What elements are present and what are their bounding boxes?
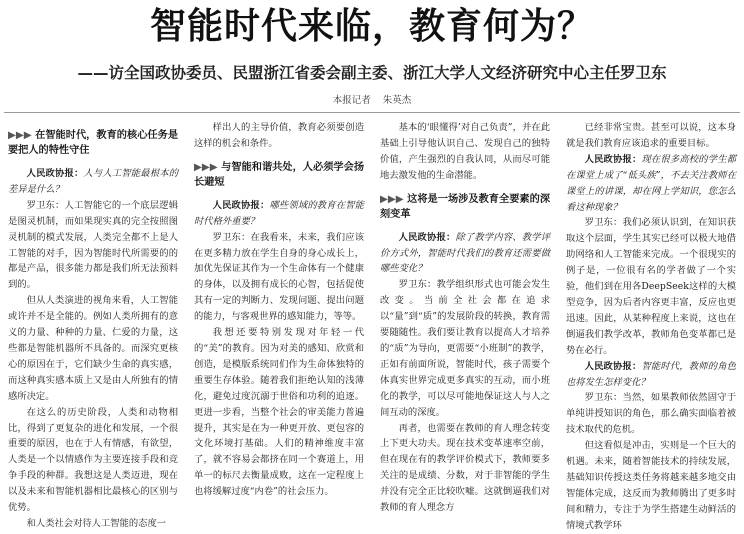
question-text: 现在很多高校的学生都在课堂上成了“低头族”，不去关注教师在课堂上的讲课，却在网上学知识，您怎么看这种现象？ <box>566 153 736 213</box>
body-paragraph: 但这看似是冲击，实则是一个巨大的机遇。未来，随着智能技术的持续发展，基础知识传授这类任务将越来越多地交由智能体完成，这反而为教师腾出了更多时间和精力，专注于为学生搭建生动鲜活的情境式教学环 <box>566 440 736 531</box>
question-speaker: 人民政协报： <box>584 153 642 165</box>
section-heading-text: 与智能和谐共处，人必须学会扬长避短 <box>194 161 365 188</box>
byline <box>0 95 744 107</box>
section-arrow-icon: ▶▶▶ <box>380 193 404 205</box>
question-speaker: 人民政协报： <box>398 231 456 243</box>
header-divider <box>4 112 740 113</box>
byline-name: 朱英杰 <box>382 95 412 106</box>
interview-question <box>566 152 736 216</box>
interview-question <box>194 198 364 230</box>
body-paragraph: 我想还要特别发现对年轻一代的“美”的教育。因为对美的感知、欣赏和创造，是模版系统同们作为生命体独特的重要生存体验。随着我们拒绝认知的浅薄化，避免过度沉溺于世俗和功利的追逐。更进一步看，当整个社会的审美能力普遍提升，其实是在为一种更开放、更包容的文化环境打基础。人们的精神维度丰富了，就不容易会都挤在同一个赛道上，用单一的标尺去衡量成败，这在一定程度上也将缓解过度“内卷”的社会压力。 <box>194 327 364 498</box>
article-column-3 <box>380 120 551 514</box>
article-column-2 <box>194 120 365 498</box>
body-paragraph: 样出人的主导价值，教育必须要创造这样的机会和条件。 <box>194 122 364 149</box>
question-speaker: 人民政协报： <box>26 168 84 179</box>
body-paragraph: 罗卫东：教学组织形式也可能会发生改变。当前全社会都在追求以“量”到“质”的发展阶段的转换，教育需要随随性。我们要让教育以提高人才培养的“质”为导向，更需要“小班制”的教学，正如有前面所说，智能时代，孩子需要个体真实世界完成更多真实的互动，而小班化的教学，可以尽可能地保证这人与人之间互动的深度。 <box>380 279 550 418</box>
section-arrow-icon: ▶▶▶ <box>8 130 32 141</box>
question-speaker: 人民政协报： <box>584 360 642 372</box>
headline: 智能时代来临，教育何为？ <box>149 6 594 47</box>
question-speaker: 人民政协报： <box>212 199 270 211</box>
article-column-4 <box>566 120 736 531</box>
section-heading <box>380 192 550 222</box>
section-heading-text: 这将是一场涉及教育全要素的深刻变革 <box>380 193 551 220</box>
body-paragraph: 和人类社会对待人工智能的态度一 <box>26 517 167 529</box>
subheadline: ——访全国政协委员、民盟浙江省委会副主委、浙江大学人文经济研究中心主任罗卫东 <box>77 64 667 82</box>
article-column-1 <box>8 120 179 529</box>
section-heading-text: 在智能时代，教育的核心任务是要把人的特性守住 <box>8 130 179 156</box>
body-paragraph: 罗卫东：人工智能它的一个底层逻辑是图灵机制，而如果现实真的完全按照图灵机制的模式发展，人类完全都不上是人工智能的对手，因为智能时代所需要的的都是产品，很多能力都是我们所无法预料到的。 <box>8 199 178 291</box>
body-paragraph: 在这么的历史阶段，人类和动物相比，得到了更复杂的进化和发展，一个很重要的原因，也在于人有情感，有欲望，人类是一个以情感作为主要连接手段和竞争手段的种群。我想这是人类迈进，现在以及未来和智能机器相比最核心的区别与优势。 <box>8 406 178 514</box>
interview-question <box>8 166 178 198</box>
body-paragraph: 但从人类演进的视角来看，人工智能或许并不是全能的。例如人类所拥有的意义的力量、种种的力量、仁爱的力量，这些都是智能机器所不具备的。而深究更核心的原因在于，它们缺少生命的真实感，而这种真实感本质上又是由人所独有的情感所决定。 <box>8 295 178 402</box>
body-paragraph: 罗卫东：在我看来，未来，我们应该在更多精力放在学生自身的身心成长上，加优先保证其作为一个生命体有一个健康的身体，以及拥有成长的心智，包括促使其有一定的判断力、发现问题、提出问题的能力，与客观世界的感知能力，等等。 <box>194 231 364 323</box>
section-heading <box>8 128 178 158</box>
body-paragraph: 已经非常宝贵。甚至可以说，这本身就是我们教育应该追求的重要目标。 <box>566 122 736 149</box>
body-paragraph: 罗卫东：当然，如果教师依然固守于单纯讲授知识的角色，那么确实面临着被技术取代的危机。 <box>566 392 736 436</box>
byline-label: 本报记者 <box>332 95 371 106</box>
question-text: 人与人工智能最根本的差异是什么？ <box>8 168 178 195</box>
interview-question <box>380 230 550 278</box>
section-arrow-icon: ▶▶▶ <box>194 161 218 173</box>
question-text: 哪些领域的教育在智能时代格外重要？ <box>194 199 364 227</box>
body-paragraph: 基本的‘眼懂得’对自己负责”，并在此基础上引导他认识自己、发现自己的独特价值，产生强烈的自我认同，从而尽可能地去激发他的生命潜能。 <box>380 122 550 181</box>
body-paragraph: 再者，也需要在教师的育人理念转变上下更大功夫。现在技术变革速率空前，但在现在有的教学评价模式下，教师要多关注的是成绩、分数，对于非智能的学生并没有完全正比较吹嘘。这就倒逼我们对教师的育人理念方 <box>380 422 550 514</box>
interview-question <box>566 359 736 391</box>
question-text: 智能时代，教师的角色也将发生怎样变化？ <box>566 360 736 388</box>
question-text: 除了教学内容、教学评价方式外，智能时代我们的教育还需要做哪些变化？ <box>380 231 550 275</box>
body-paragraph: 罗卫东：我们必须认识到，在知识获取这个层面，学生其实已经可以极大地借助网络和人工智能来完成。一个很现实的例子是，一位很有名的学者做了一个实验，他们到在用各DeepSeek这样的大模型竞争，因为后者内容更丰富，反应也更迅速。因此，从某种程度上来说，这也在倒逼我们教学改革，教师角色变革都已是势在必行。 <box>566 217 736 356</box>
section-heading <box>194 160 364 190</box>
